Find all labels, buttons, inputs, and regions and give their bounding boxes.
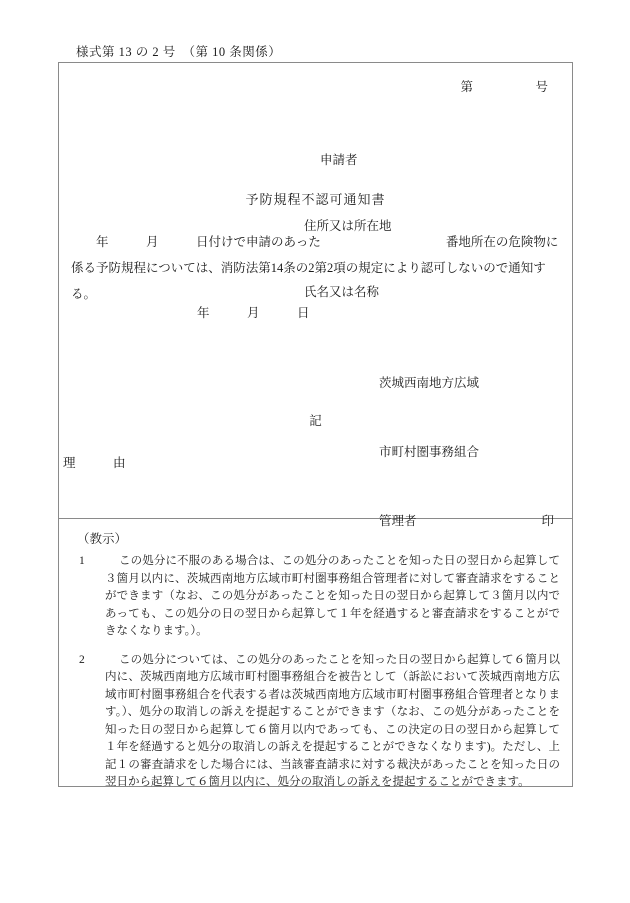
instruction-item [71,652,560,792]
issuer-role-and-seal: 管理者 印 [379,514,555,528]
applicant-lead-label: 申請者 [320,153,358,167]
instruction-item-text: この処分については、この処分のあったことを知った日の翌日から起算して６箇月以内に、茨城西南地方広域市町村圏事務組合を被告として（訴訟において茨城西南地方広域市町村圏事務組合を代表する者は茨城西南地方広域市町村圏事務組合管理者となります。）、処分の取消しの訴えを提起することができます（なお、この処分があったことを知った日の翌日から起算して６箇月以内であっても、この決定の日の翌日から起算して１年を経過すると処分の取消しの訴えを提起することができなくなります)。ただし、上記１の審査請求をした場合には、当該審査請求に対する裁決があったことを知った日の翌日から起算して６箇月以内に、処分の取消しの訴えを提起することができます。 [105,653,560,788]
issuer-org-line1: 茨城西南地方広域 [379,376,480,390]
instruction-section [59,519,572,786]
document-body-text: 年 月 日付けで申請のあった 番地所在の危険物に係る予防規程については、消防法第14条の2第2項の規定により認可しないので通知する。 [71,235,559,301]
main-form-section [59,63,572,528]
instruction-heading: （教示） [77,532,128,546]
applicant-address-label: 住所又は所在地 [304,219,392,233]
applicant-name-label: 氏名又は名称 [304,285,380,299]
ki-mark: 記 [309,414,322,428]
issue-date-field: 年 月 日 [197,306,310,320]
instruction-item-number: 1 [79,555,85,567]
form-number-label: 様式第 13 の 2 号 （第 10 条関係） [76,45,282,59]
document-number-field: 第 号 [460,80,548,94]
instruction-item-text: この処分に不服のある場合は、この処分のあったことを知った日の翌日から起算して３箇月以内に、茨城西南地方広域市町村圏事務組合管理者に対して審査請求をすることができます（なお、この処分があったことを知った日の翌日から起算して３箇月以内であっても、この処分の日の翌日から起算して１年を経過すると審査請求をすることができなくなります。）。 [105,555,560,637]
applicant-block [304,105,392,347]
issuer-org-line2: 市町村圏事務組合 [379,445,480,459]
reason-label: 理 由 [63,456,126,470]
instruction-item [71,553,560,641]
instruction-item-number: 2 [79,653,85,666]
document-title: 予防規程不認可通知書 [245,192,386,207]
form-frame [58,62,573,787]
